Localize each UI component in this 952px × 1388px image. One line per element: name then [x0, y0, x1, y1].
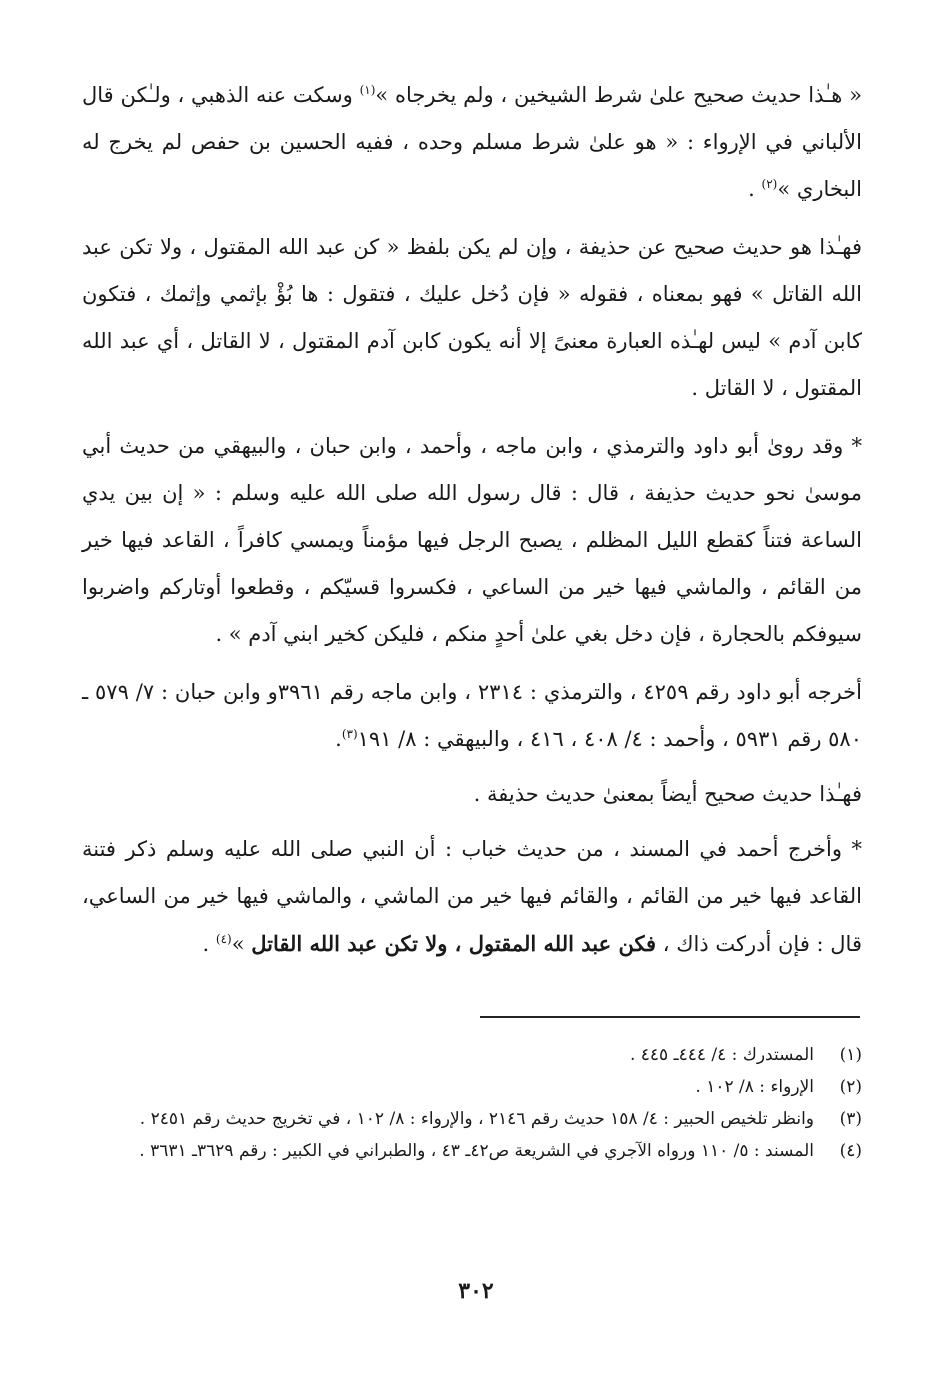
footnote-number: (٢): [839, 1077, 862, 1097]
footnote-ref-3: (٣): [341, 727, 358, 741]
footnote-2: [82, 1072, 862, 1102]
paragraph-5: فهـٰذا حديث صحيح أيضاً بمعنىٰ حديث حذيفة .: [473, 782, 862, 806]
footnote-text: المسند : ٥/ ١١٠ ورواه الآجري في الشريعة ص٤٢ـ ٤٣ ، والطبراني في الكبير : رقم ٣٦٢٩ـ ٣٦٣١ .: [139, 1141, 814, 1161]
main-text: [82, 72, 862, 979]
paragraph-1-text-c: .: [748, 177, 762, 201]
paragraph-4-text-b: .: [335, 727, 342, 751]
footnote-ref-1: (١): [359, 83, 376, 97]
footnote-text: وانظر تلخيص الحبير : ٤/ ١٥٨ حديث رقم ٢١٤٦ ، والإرواء : ٨/ ١٠٢ ، في تخريج حديث رقم ٢٤٥١ .: [139, 1109, 814, 1129]
footnote-4: [82, 1136, 862, 1166]
footnote-text: المستدرك : ٤/ ٤٤٤ـ ٤٤٥ .: [629, 1045, 814, 1065]
paragraph-6-text-a: * وأخرج أحمد في المسند ، من حديث خباب : أن النبي صلى الله عليه وسلم ذكر فتنة القاعد فيها خير من القائم ، والقائم فيها خير من الماشي ، والماشي فيها خير من الساعي، قال : فإن أدركت ذاك ،: [82, 837, 862, 956]
footnote-number: (٤): [839, 1141, 862, 1161]
paragraph-3: * وقد روىٰ أبو داود والترمذي ، وابن ماجه ، وأحمد ، وابن حبان ، والبيهقي من حديث أبي موسىٰ نحو حديث حذيفة ، قال : قال رسول الله صلى الله عليه وسلم : « إن بين يدي الساعة فتناً كقطع الليل المظلم ، يصبح الرجل فيها مؤمناً ويمسي كافراً ، القاعد فيها خير من القائم ، والماشي فيها خير من الساعي ، فكسروا قسيّكم ، وقطعوا أوتاركم واضربوا سيوفكم بالحجارة ، فإن دخل بغي علىٰ أحدٍ منكم ، فليكن كخير ابني آدم » .: [82, 434, 862, 646]
paragraph-6-text-c: .: [202, 932, 216, 956]
footnote-1: [82, 1040, 862, 1070]
paragraph-6-bold-quote: فكن عبد الله المقتول ، ولا تكن عبد الله القاتل: [251, 931, 657, 956]
paragraph-1-text-b: وسكت عنه الذهبي ، ولـٰكن قال الألباني في الإرواء : « هو علىٰ شرط مسلم وحده ، ففيه الحسين بن حفص لم يخرج له البخاري »: [82, 83, 862, 201]
footnote-3: [82, 1104, 862, 1134]
paragraph-4: [82, 669, 862, 763]
paragraph-6-text-b: »: [231, 932, 252, 956]
footnotes: [82, 1040, 862, 1168]
footnote-number: (١): [839, 1045, 862, 1065]
footnote-text: الإرواء : ٨/ ١٠٢ .: [695, 1077, 814, 1097]
footnote-separator: [480, 1016, 860, 1018]
paragraph-2: فهـٰذا هو حديث صحيح عن حذيفة ، وإن لم يكن بلفظ « كن عبد الله المقتول ، ولا تكن عبد الله القاتل » فهو بمعناه ، فقوله « فإن دُخل عليك ، فتقول : ها بُؤْ بإثمي وإثمك ، فتكون كابن آدم » ليس لهـٰذه العبارة معنىً إلا أنه يكون كابن آدم المقتول ، لا القاتل ، أي عبد الله المقتول ، لا القاتل .: [82, 235, 862, 400]
footnote-ref-4: (٤): [215, 932, 232, 946]
footnote-ref-2: (٢): [761, 177, 778, 191]
footnote-number: (٣): [839, 1109, 862, 1129]
paragraph-1-text-a: « هـٰذا حديث صحيح علىٰ شرط الشيخين ، ولم يخرجاه »: [375, 83, 862, 107]
paragraph-4-text-a: أخرجه أبو داود رقم ٤٢٥٩ ، والترمذي : ٢٣١٤ ، وابن ماجه رقم ٣٩٦١و وابن حبان : ٧/ ٥٧٩ ـ ٥٨٠ رقم ٥٩٣١ ، وأحمد : ٤/ ٤٠٨ ، ٤١٦ ، والبيهقي : ٨/ ١٩١: [82, 680, 862, 751]
paragraph-1: [82, 72, 862, 213]
paragraph-6: [82, 826, 862, 968]
page-number: ٣٠٢: [458, 1278, 494, 1304]
